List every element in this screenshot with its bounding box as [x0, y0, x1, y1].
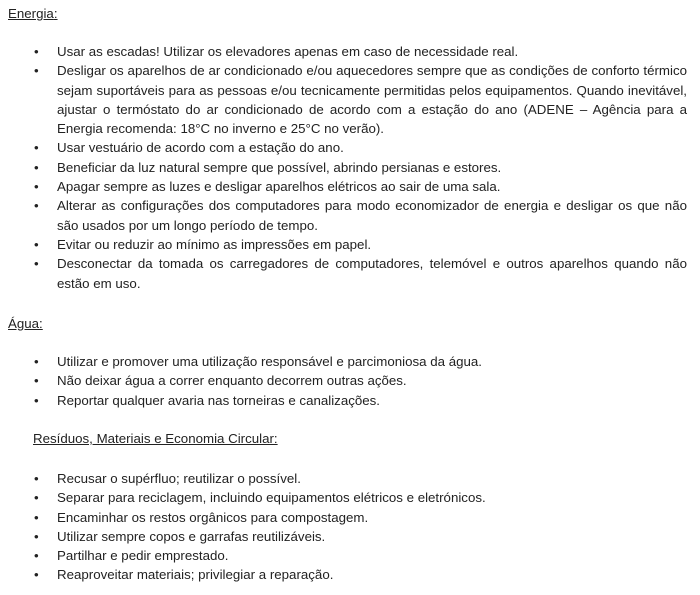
heading-text: Água:: [8, 316, 43, 331]
bullet-icon: •: [34, 256, 39, 272]
list-item-text: Separar para reciclagem, incluindo equipamentos elétricos e eletrónicos.: [57, 490, 486, 506]
bullet-icon: •: [34, 548, 39, 564]
list-item: [0, 158, 687, 177]
list-item-text: Utilizar e promover uma utilização responsável e parcimoniosa da água.: [57, 354, 482, 369]
section-heading-residuos: [33, 431, 278, 446]
list-item: [0, 177, 687, 196]
list-item: [0, 546, 687, 565]
bullet-icon: •: [34, 354, 39, 369]
list-item-text: Alterar as configurações dos computadores para modo economizador de energia e desligar os que não são usados por um longo período de tempo.: [57, 198, 687, 233]
list-item: [0, 371, 687, 390]
list-item: [0, 196, 687, 235]
list-item: [0, 391, 687, 410]
list-item: [0, 254, 687, 293]
list-item-text: Desconectar da tomada os carregadores de computadores, telemóvel e outros aparelhos quando não estão em uso.: [57, 256, 687, 291]
bullet-icon: •: [34, 509, 39, 525]
list-item: [0, 42, 687, 61]
bullet-icon: •: [34, 392, 39, 408]
list-item-text: Usar as escadas! Utilizar os elevadores apenas em caso de necessidade real.: [57, 44, 519, 59]
bullet-icon: •: [34, 63, 39, 79]
list-item-text: Usar vestuário de acordo com a estação do ano.: [57, 140, 344, 156]
bullet-icon: •: [34, 490, 39, 506]
list-item: [0, 565, 687, 584]
bullet-icon: •: [34, 471, 39, 486]
list-item: [0, 527, 687, 546]
list-item-text: Apagar sempre as luzes e desligar aparelhos elétricos ao sair de uma sala.: [57, 179, 501, 195]
list-item-text: Não deixar água a correr enquanto decorrem outras ações.: [57, 373, 407, 389]
bullet-icon: •: [34, 528, 39, 544]
list-item: [0, 138, 687, 157]
list-item-text: Beneficiar da luz natural sempre que possível, abrindo persianas e estores.: [57, 159, 502, 175]
bullet-icon: •: [34, 567, 39, 583]
bullet-icon: •: [34, 140, 39, 156]
list-item: [0, 469, 687, 488]
heading-text: Resíduos, Materiais e Economia Circular:: [33, 431, 278, 446]
list-item-text: Reaproveitar materiais; privilegiar a reparação.: [57, 567, 334, 583]
bullet-icon: •: [34, 159, 39, 175]
list-item-text: Evitar ou reduzir ao mínimo as impressões em papel.: [57, 236, 372, 252]
list-item-text: Desligar os aparelhos de ar condicionado e/ou aquecedores sempre que as condições de conforto térmico sejam suportáveis para as pessoas e/ou tecnicamente permitidas pelos equipamentos. Quando inevitável, ajustar o termóstato do ar condicionado de acordo com a estação do ano (ADENE – Agência para a Energia recomenda: 18°C no inverno e 25°C no verão).: [57, 63, 687, 137]
section-heading-energia: [8, 6, 58, 21]
section-heading-agua: [8, 316, 43, 331]
bullet-icon: •: [34, 236, 39, 252]
agua-list: [0, 352, 687, 410]
bullet-icon: •: [34, 44, 39, 59]
list-item-text: Reportar qualquer avaria nas torneiras e canalizações.: [57, 392, 381, 408]
list-item: [0, 235, 687, 254]
heading-colon: :: [53, 6, 58, 21]
heading-text: Energia: [8, 6, 54, 21]
list-item-text: Recusar o supérfluo; reutilizar o possível.: [57, 471, 301, 486]
list-item-text: Partilhar e pedir emprestado.: [57, 548, 229, 564]
list-item: [0, 61, 687, 138]
list-item-text: Utilizar sempre copos e garrafas reutilizáveis.: [57, 528, 326, 544]
list-item: [0, 352, 687, 371]
list-item: [0, 488, 687, 507]
bullet-icon: •: [34, 179, 39, 195]
bullet-icon: •: [34, 198, 39, 214]
residuos-list: [0, 469, 687, 585]
energia-list: [0, 42, 687, 293]
list-item-text: Encaminhar os restos orgânicos para compostagem.: [57, 509, 369, 525]
bullet-icon: •: [34, 373, 39, 389]
list-item: [0, 508, 687, 527]
